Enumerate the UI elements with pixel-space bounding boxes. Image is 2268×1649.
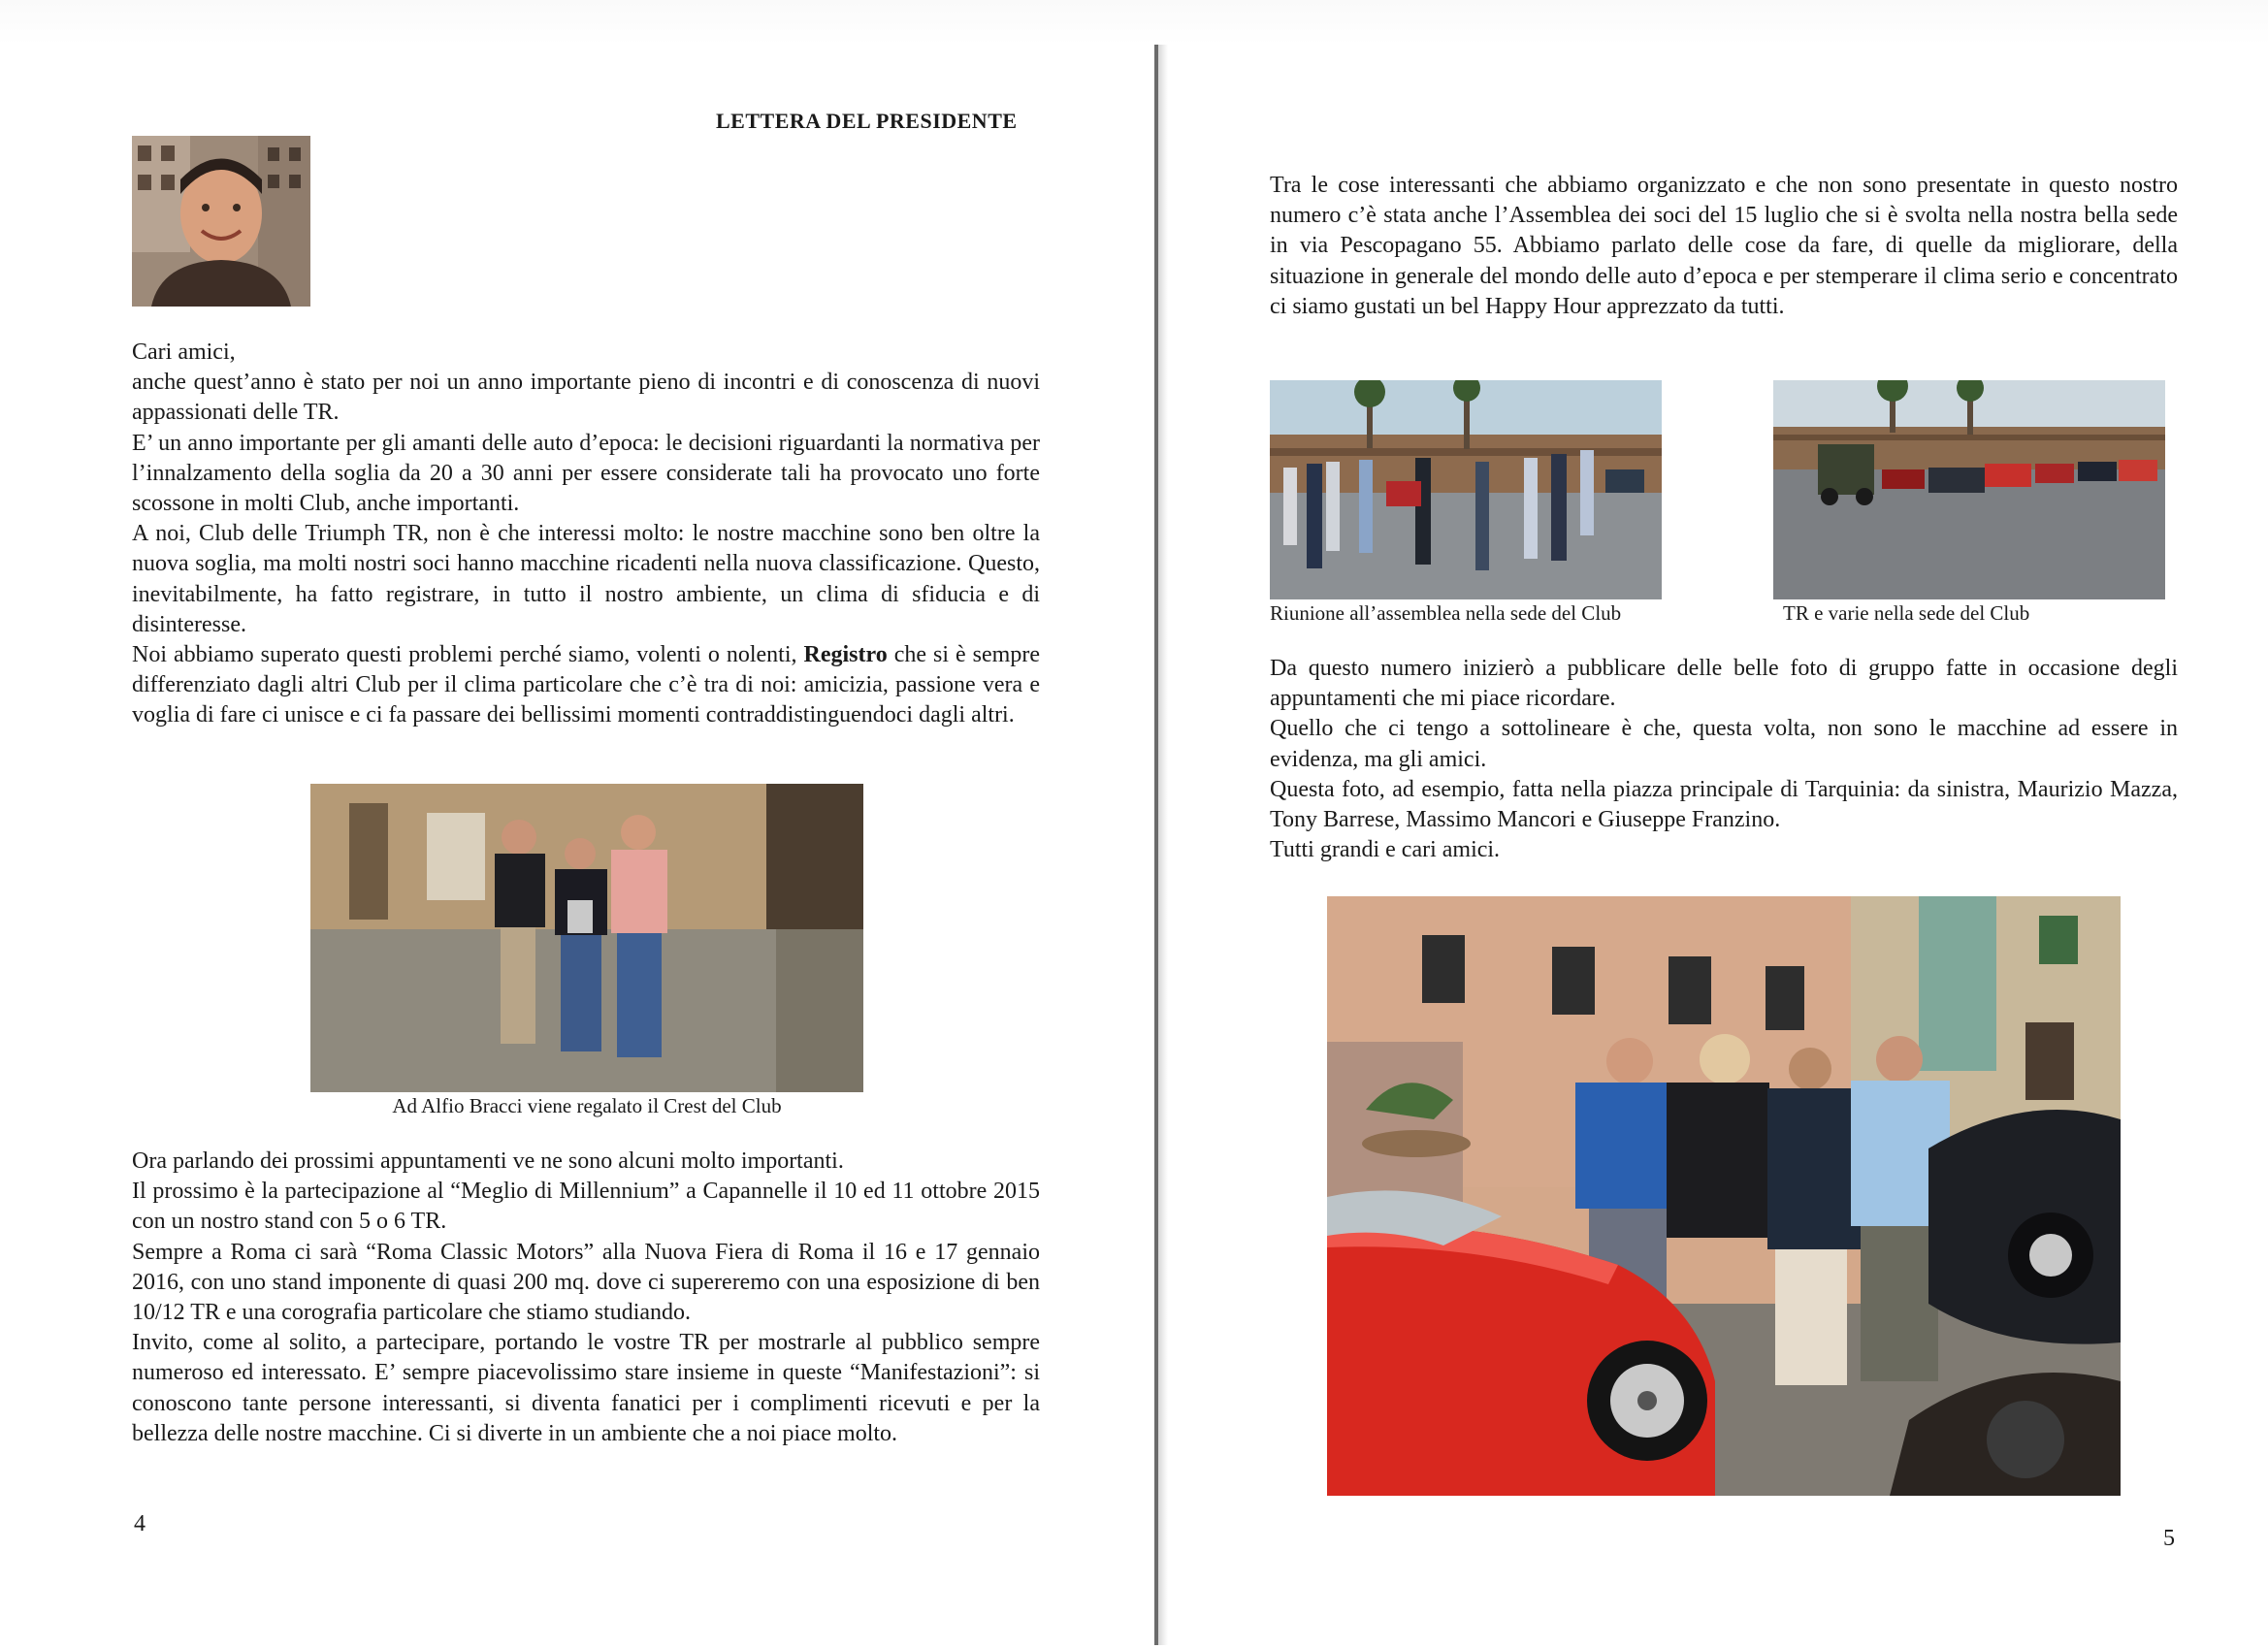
paragraph: Invito, come al solito, a partecipare, portando le vostre TR per mostrarle al pubblico sempre numeroso ed interessato. E’ sempre piacevolissimo stare insieme in queste “Manifestazioni”: si conoscono tante persone interessanti, si diventa fanatici per i complimenti ricevuti e per la bellezza delle nostre macchine. Ci si diverte in un ambiente che a noi piace molto. [132,1330,1040,1446]
paragraph: Cari amici, [132,340,236,365]
crest-presentation-photo [310,784,863,1092]
paragraph: Tra le cose interessanti che abbiamo organizzato e che non sono presentate in questo nostro numero c’è stata anche l’Assemblea dei soci del 15 luglio che si è svolta nella nostra bella sede in via Pescopagano 55. Abbiamo parlato delle cose da fare, di quelle da migliorare, della situazione in generale del mondo delle auto d’epoca e per stemperare il clima serio e concentrato ci siamo gustati un bel Happy Hour apprezzato da tutti. [1270,173,2178,319]
photo-caption: Ad Alfio Bracci viene regalato il Crest del Club [392,1094,782,1117]
paragraph [132,640,1040,731]
paragraph: Sempre a Roma ci sarà “Roma Classic Motors” alla Nuova Fiera di Roma il 16 e 17 gennaio 2016, con uno stand imponente di quasi 200 mq. dove ci supereremo con una esposizione di ben 10/12 TR e una corografia particolare che stiamo studiando. [132,1239,1040,1326]
group-photo-text [1270,654,2178,865]
gutter-shadow [1158,45,1168,1645]
meeting-photo [1270,380,1662,599]
paragraph: Quello che ci tengo a sottolineare è che, questa volta, non sono le macchine ad essere in evidenza, ma gli amici. [1270,716,2178,772]
paragraph: A noi, Club delle Triumph TR, non è che interessi molto: le nostre macchine sono ben oltre la nuova soglia, ma molti nostri soci hanno macchine ricadenti nella nuova classificazione. Questo, inevitabilmente, ha fatto registrare, in tutto il nostro ambiente, un clima di sfiducia e di disinteresse. [132,521,1040,637]
cars-photo [1773,380,2165,599]
president-portrait [132,136,310,307]
text-run: Noi abbiamo superato questi problemi perché siamo, volenti o nolenti, [132,642,804,668]
registro-bold: Registro [803,642,888,668]
paragraph: Da questo numero inizierò a pubblicare delle belle foto di gruppo fatte in occasione degli appuntamenti che mi piace ricordare. [1270,656,2178,712]
assembly-text [1270,171,2178,322]
paragraph: E’ un anno importante per gli amanti delle auto d’epoca: le decisioni riguardanti la normativa per l’innalzamento della soglia da 20 a 30 anni per essere considerate tali ha provocato uno forte scossone in molti Club, anche importanti. [132,430,1040,517]
paragraph: Questa foto, ad esempio, fatta nella piazza principale di Tarquinia: da sinistra, Maurizio Mazza, Tony Barrese, Massimo Mancori e Giuseppe Franzino. [1270,776,2178,833]
upcoming-events-text [132,1147,1040,1449]
tarquinia-group-photo [1327,896,2121,1496]
paragraph: Ora parlando dei prossimi appuntamenti ve ne sono alcuni molto importanti. [132,1148,844,1174]
paragraph: Il prossimo è la partecipazione al “Meglio di Millennium” a Capannelle il 10 ed 11 ottobre 2015 con un nostro stand con 5 o 6 TR. [132,1179,1040,1235]
paragraph: Tutti grandi e cari amici. [1270,837,1501,863]
meeting-caption: Riunione all’assemblea nella sede del Club [1270,601,1622,625]
page-number: 4 [134,1511,146,1536]
letter-text [132,338,1040,731]
text-run: che si è sempre differenziato dagli altri Club per il clima particolare che c’è tra di noi: amicizia, passione vera e voglia di fare ci unisce e ci fa passare dei bellissimi momenti contraddistinguendoci dagli altri. [132,642,1040,728]
paragraph: anche quest’anno è stato per noi un anno importante pieno di incontri e di conoscenza di nuovi appassionati delle TR. [132,370,1040,426]
page-number: 5 [2163,1526,2175,1551]
right-page [1168,0,2268,1649]
page-heading: LETTERA DEL PRESIDENTE [716,109,1018,133]
cars-caption: TR e varie nella sede del Club [1783,601,2030,625]
